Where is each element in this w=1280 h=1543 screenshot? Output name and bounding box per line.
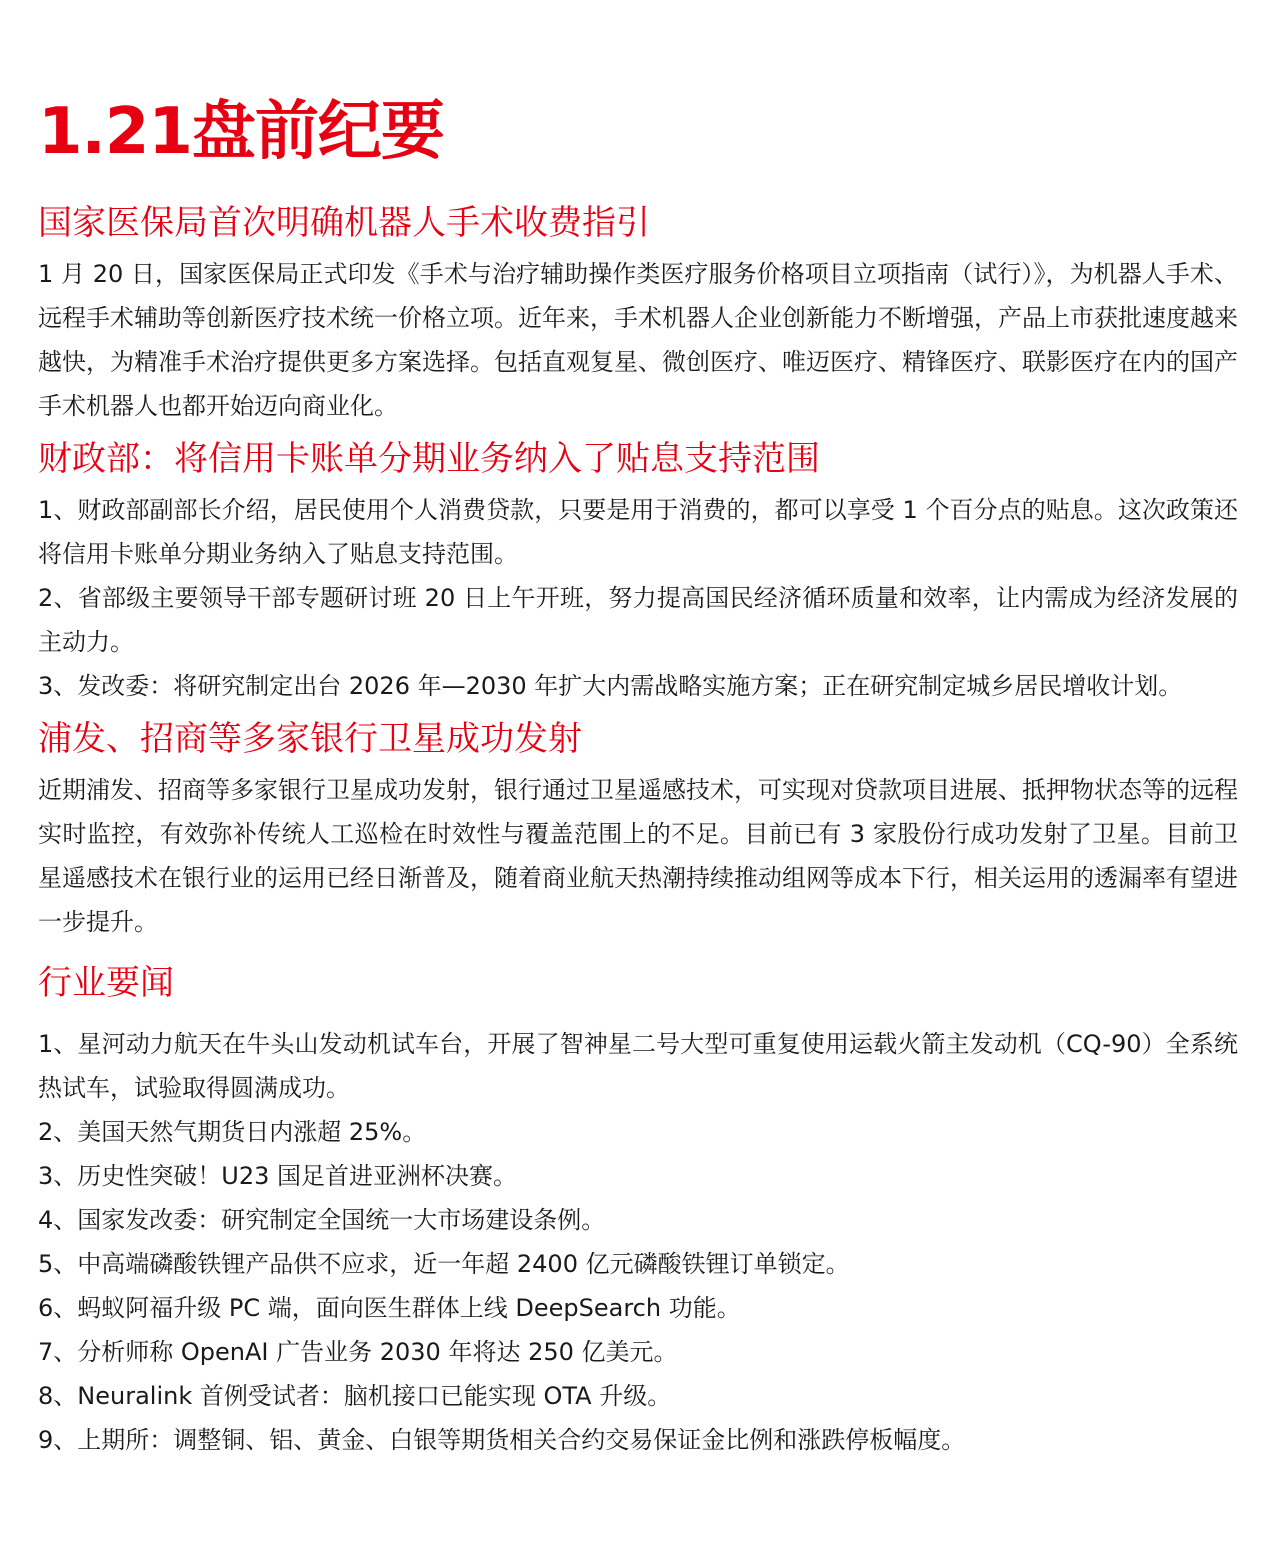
section-heading-medical-insurance: 国家医保局首次明确机器人手术收费指引 xyxy=(38,203,650,243)
page-title: 1.21盘前纪要 xyxy=(38,95,444,169)
list-item: 7、分析师称 OpenAI 广告业务 2030 年将达 250 亿美元。 xyxy=(38,1338,678,1366)
section-heading-industry-news: 行业要闻 xyxy=(38,963,174,1003)
list-item: 9、上期所：调整铜、铝、黄金、白银等期货相关合约交易保证金比例和涨跌停板幅度。 xyxy=(38,1426,966,1454)
list-item: 1、财政部副部长介绍，居民使用个人消费贷款，只要是用于消费的，都可以享受 1 个百分点的贴息。这次政策还将信用卡账单分期业务纳入了贴息支持范围。 xyxy=(38,496,1238,568)
list-item: 4、国家发改委：研究制定全国统一大市场建设条例。 xyxy=(38,1206,606,1234)
list-item: 8、Neuralink 首例受试者：脑机接口已能实现 OTA 升级。 xyxy=(38,1382,672,1410)
section-body-bank-satellites: 近期浦发、招商等多家银行卫星成功发射，银行通过卫星遥感技术，可实现对贷款项目进展、抵押物状态等的远程实时监控，有效弥补传统人工巡检在时效性与覆盖范围上的不足。目前已有 3 家股份行成功发射了卫星。目前卫星遥感技术在银行业的运用已经日渐普及，随着商业航天热潮持续推动组网等成本下行，相关运用的透漏率有望进一步提升。 xyxy=(38,776,1238,936)
list-item: 6、蚂蚁阿福升级 PC 端，面向医生群体上线 DeepSearch 功能。 xyxy=(38,1294,741,1322)
list-item: 2、省部级主要领导干部专题研讨班 20 日上午开班，努力提高国民经济循环质量和效率，让内需成为经济发展的主动力。 xyxy=(38,584,1238,656)
list-item: 2、美国天然气期货日内涨超 25%。 xyxy=(38,1118,427,1146)
list-item: 5、中高端磷酸铁锂产品供不应求，近一年超 2400 亿元磷酸铁锂订单锁定。 xyxy=(38,1250,850,1278)
section-heading-bank-satellites: 浦发、招商等多家银行卫星成功发射 xyxy=(38,719,582,759)
section-body-medical-insurance: 1 月 20 日，国家医保局正式印发《手术与治疗辅助操作类医疗服务价格项目立项指南（试行）》，为机器人手术、远程手术辅助等创新医疗技术统一价格立项。近年来，手术机器人企业创新能力不断增强，产品上市获批速度越来越快，为精准手术治疗提供更多方案选择。包括直观复星、微创医疗、唯迈医疗、精锋医疗、联影医疗在内的国产手术机器人也都开始迈向商业化。 xyxy=(38,260,1238,420)
list-item: 3、发改委：将研究制定出台 2026 年—2030 年扩大内需战略实施方案；正在研究制定城乡居民增收计划。 xyxy=(38,672,1183,700)
list-item: 3、历史性突破！U23 国足首进亚洲杯决赛。 xyxy=(38,1162,518,1190)
list-item: 1、星河动力航天在牛头山发动机试车台，开展了智神星二号大型可重复使用运载火箭主发动机（CQ-90）全系统热试车，试验取得圆满成功。 xyxy=(38,1030,1238,1102)
section-heading-finance-ministry: 财政部：将信用卡账单分期业务纳入了贴息支持范围 xyxy=(38,439,820,479)
